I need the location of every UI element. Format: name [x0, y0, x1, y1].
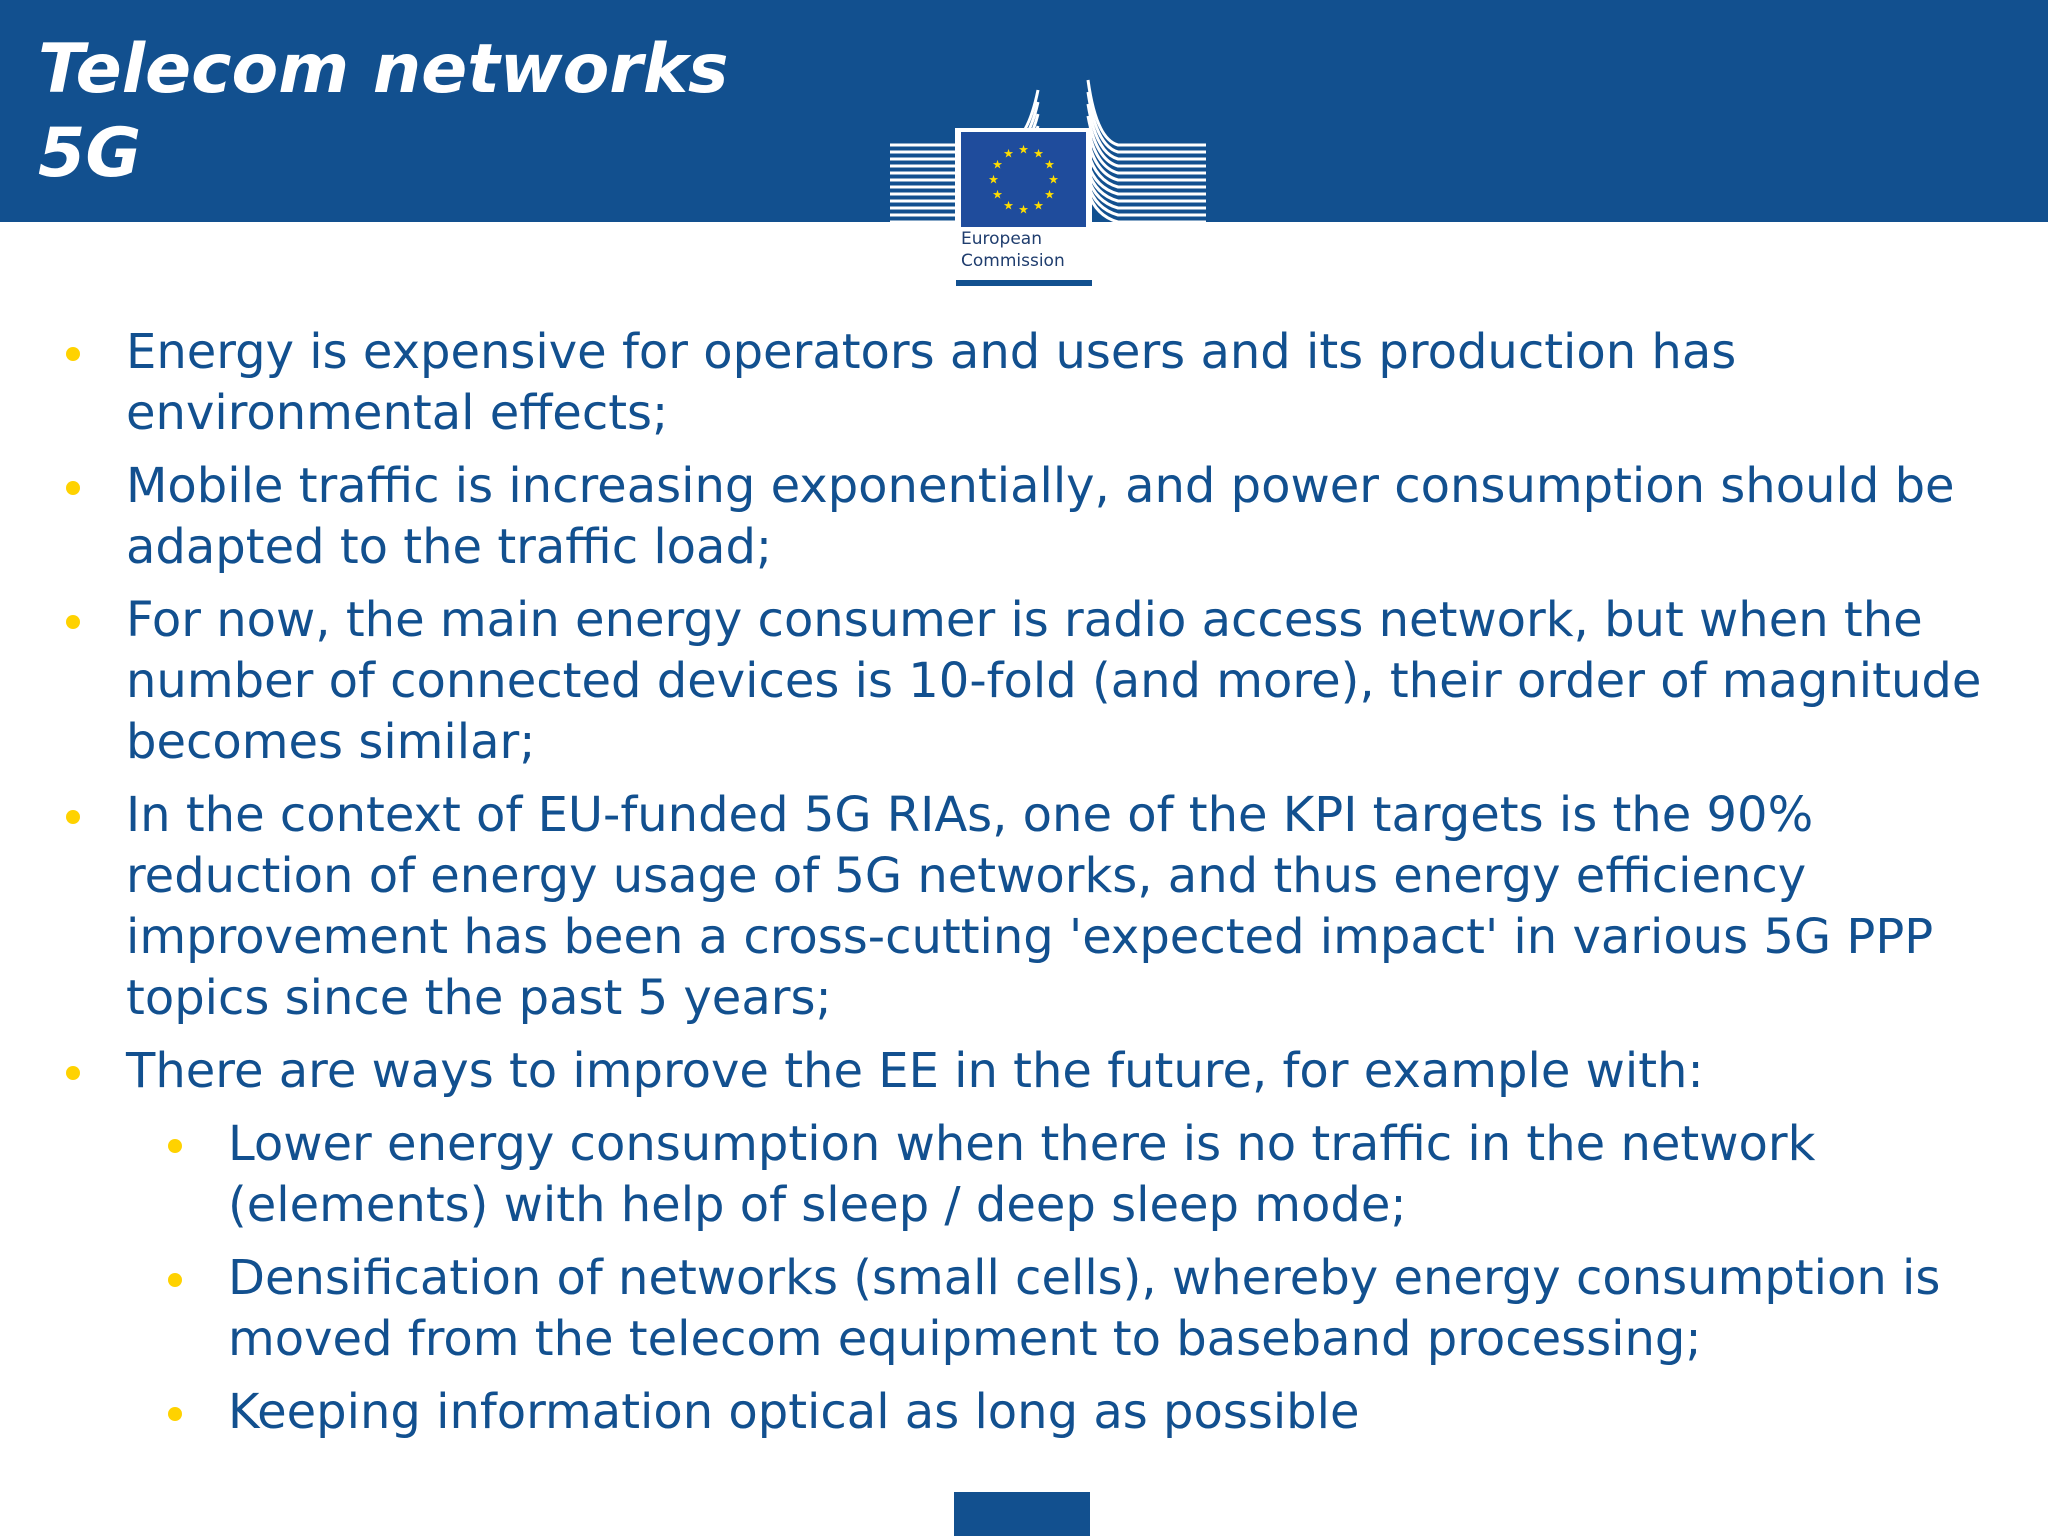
bullet-dot-icon — [66, 347, 80, 361]
sub-bullet-item — [0, 1114, 2048, 1236]
eu-star-icon: ★ — [992, 157, 1003, 172]
bullet-item — [0, 785, 2048, 1029]
bullet-item — [0, 590, 2048, 773]
bullet-dot-icon — [66, 1066, 80, 1080]
bullet-dot-icon — [168, 1407, 182, 1421]
bullet-dot-icon — [66, 615, 80, 629]
eu-star-icon: ★ — [1033, 198, 1044, 213]
bullet-item — [0, 322, 2048, 444]
sub-bullet-text: Densification of networks (small cells), whereby energy consumption is moved from the telecom equipment to baseband processing; — [228, 1250, 1941, 1367]
logo-text-line-1: European — [961, 229, 1042, 249]
eu-star-icon: ★ — [1044, 157, 1055, 172]
eu-star-icon: ★ — [1018, 142, 1029, 157]
eu-star-icon: ★ — [1018, 202, 1029, 217]
eu-star-icon: ★ — [1003, 146, 1014, 161]
logo-underline — [956, 280, 1092, 286]
eu-star-icon: ★ — [1048, 172, 1059, 187]
bullet-text: There are ways to improve the EE in the future, for example with: — [126, 1043, 1704, 1099]
bullet-text: In the context of EU-funded 5G RIAs, one of the KPI targets is the 90% reduction of energy usage of 5G networks, and thus energy efficiency improvement has been a cross-cutting 'expected impact' in various 5G PPP topics since the past 5 years; — [126, 787, 1934, 1026]
eu-star-icon: ★ — [1044, 187, 1055, 202]
logo-text-line-2: Commission — [961, 251, 1065, 271]
bullet-item — [0, 1041, 2048, 1102]
eu-flag-field — [961, 132, 1086, 227]
title-line-1: Telecom networks — [38, 30, 729, 109]
eu-star-icon: ★ — [988, 172, 999, 187]
bullet-item — [0, 456, 2048, 578]
footer-tab — [954, 1492, 1090, 1536]
bullet-dot-icon — [66, 810, 80, 824]
bullet-dot-icon — [168, 1273, 182, 1287]
bullet-list — [0, 322, 2048, 1443]
eu-star-icon: ★ — [1003, 198, 1014, 213]
bullet-text: For now, the main energy consumer is radio access network, but when the number of connected devices is 10-fold (and more), their order of magnitude becomes similar; — [126, 592, 1982, 770]
eu-star-icon: ★ — [1033, 146, 1044, 161]
european-commission-logo — [888, 62, 1208, 292]
sub-bullet-item — [0, 1248, 2048, 1370]
eu-stars-icon — [961, 132, 1086, 227]
bullet-text: Mobile traffic is increasing exponentially, and power consumption should be adapted to the traffic load; — [126, 458, 1955, 575]
slide-body — [0, 322, 2048, 1455]
slide-title — [38, 28, 729, 196]
bullet-dot-icon — [66, 481, 80, 495]
bullet-dot-icon — [168, 1139, 182, 1153]
sub-bullet-text: Lower energy consumption when there is no traffic in the network (elements) with help of sleep / deep sleep mode; — [228, 1116, 1816, 1233]
sub-bullet-item — [0, 1382, 2048, 1443]
sub-bullet-text: Keeping information optical as long as possible — [228, 1384, 1360, 1440]
bullet-text: Energy is expensive for operators and users and its production has environmental effects; — [126, 324, 1737, 441]
title-line-2: 5G — [38, 114, 142, 193]
eu-star-icon: ★ — [992, 187, 1003, 202]
logo-wordmark — [961, 228, 1065, 272]
